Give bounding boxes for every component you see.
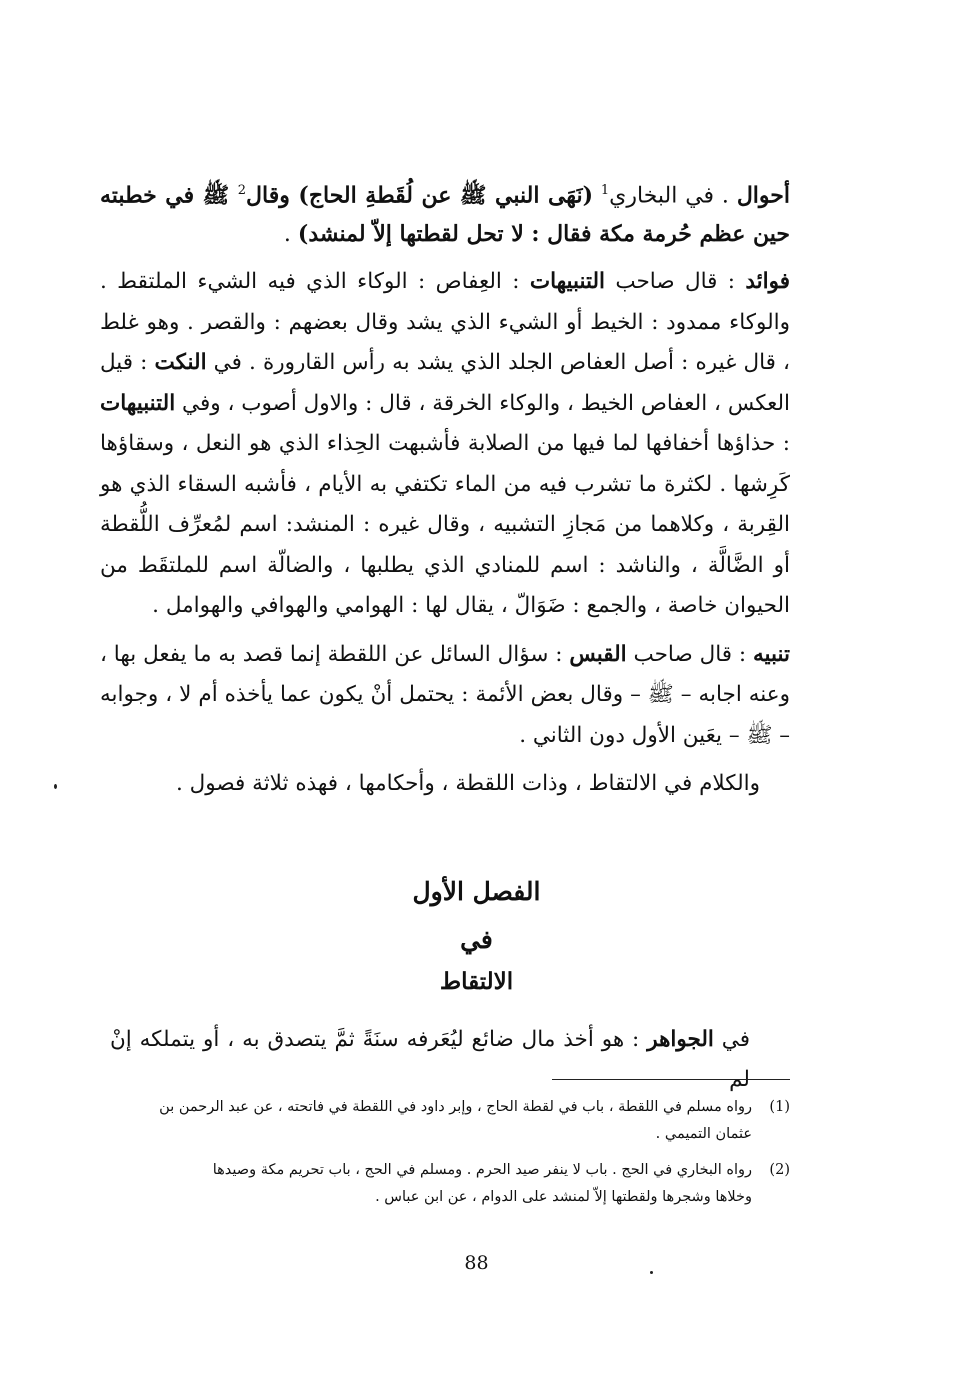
text: . في البخاري: [609, 183, 737, 209]
book-tanbihat-2: التنبيهات: [100, 390, 176, 416]
ink-speck: [650, 1271, 653, 1274]
paragraph-fawaid: [100, 262, 790, 627]
text: : قال صاحب: [605, 269, 746, 295]
footnote-text-cont: وخلاها وشجرها ولقطتها إلاّ لمنشد على الدوام ، عن ابن عباس .: [375, 1189, 752, 1205]
text: : حذاؤها أخفافها لما فيها من الصلابة فأشبهت الحِذاء الذي هو النعل ، وسقاؤها كَرِشها . لكثرة ما تشرب فيه من الماء تكتفي به الأيام ، فأشبه السقاء الذي هو القِربة ، وكلاهما من مَجازِ التشبيه ، وقال غيره : المنشد: اسم لمُعرِّف اللُّقطة أو الضَّالَّة ، والناشد : اسم للمنادي الذي يطلبها ، والضالّة اسم للملتقَط من الحيوان خاصة ، والجمع : ضَوَالّ ، يقال لها : الهوامي والهوافي والهوامل .: [100, 431, 790, 619]
book-jawahir: الجواهر: [647, 1027, 714, 1052]
text: : قيل العكس ، العفاص الخيط ، والوكاء الخرقة ، قال : والاول أصوب ، وفي: [100, 350, 790, 416]
text: .: [283, 222, 298, 248]
footnote-1: [110, 1094, 790, 1148]
hadith-quote-2: ﷺ في خطبته حين عظم حُرمة مكة فقال : لا تحل لقطتها إلاّ لمنشد): [100, 182, 790, 248]
text: : قال صاحب: [626, 641, 754, 667]
paragraph-tanbih: [100, 635, 790, 757]
book-tanbihat: التنبيهات: [529, 269, 606, 295]
footnote-divider: [552, 1079, 790, 1080]
chapter-subject: الالتقاط: [439, 968, 514, 995]
footnote-ref-1: 1: [600, 183, 610, 198]
text: : العِفاص : الوكاء الذي فيه الشيء الملتقط . والوكاء ممدود : الخيط أو الشيء الذي يشد وقال بعضهم : والقصر . وهو غلط ، قال غيره : أصل العفاص الجلد الذي يشد به رأس القارورة . في: [100, 269, 790, 376]
paragraph-ahwal: [100, 172, 790, 254]
hadith-quote-1: (نَهَى النبي ﷺ عن لُقَطةِ الحاج) وقال: [246, 182, 593, 209]
paragraph-sections: والكلام في الالتقاط ، وذات اللقطة ، وأحكامها ، فهذه ثلاثة فصول .: [176, 771, 760, 797]
footnote-number: (2): [769, 1162, 790, 1178]
main-text: [100, 172, 790, 813]
footnote-number: (1): [769, 1099, 790, 1115]
book-nukat: النكت: [154, 350, 207, 376]
footnote-text: رواه البخاري في الحج . باب لا ينفر صيد الحرم . ومسلم في الحج ، باب تحريم مكة وصيدها: [212, 1162, 752, 1178]
spacer: [593, 183, 601, 208]
term-tanbih: تنبيه: [753, 641, 790, 667]
paragraph-jawahir: [110, 1020, 750, 1100]
term-ahwal: أحوال: [736, 182, 790, 209]
chapter-title: الفصل الأول: [412, 877, 541, 906]
text: : سؤال السائل عن اللقطة إنما قصد به ما يفعل بها ، وعنه اجابه – ﷺ – وقال بعض الأئمة : يحتمل أنْ يكون عما يأخذه أم لا ، وجوابه – ﷺ – يعَين الأول دون الثاني .: [100, 641, 790, 748]
text: في: [713, 1027, 750, 1052]
footnote-text: رواه مسلم في اللقطة ، باب في لقطة الحاج ، وإبر داود في اللقطة في فاتحته ، عن عبد الرحمن بن: [159, 1099, 752, 1115]
text: : هو أخذ مال ضائع ليُعَرفه سنَةً ثمَّ يتصدق به ، أو يتملكه إنْ لم: [110, 1027, 750, 1092]
ink-speck: [54, 784, 57, 789]
page-number: 88: [464, 1252, 489, 1274]
footnote-text-cont: عثمان التميمي .: [655, 1126, 752, 1142]
term-fawaid: فوائد: [745, 269, 790, 295]
book-qabas: القبس: [569, 641, 627, 667]
footnote-ref-2: 2: [237, 183, 247, 198]
footnote-2: [110, 1157, 790, 1211]
chapter-in: في: [460, 925, 493, 954]
